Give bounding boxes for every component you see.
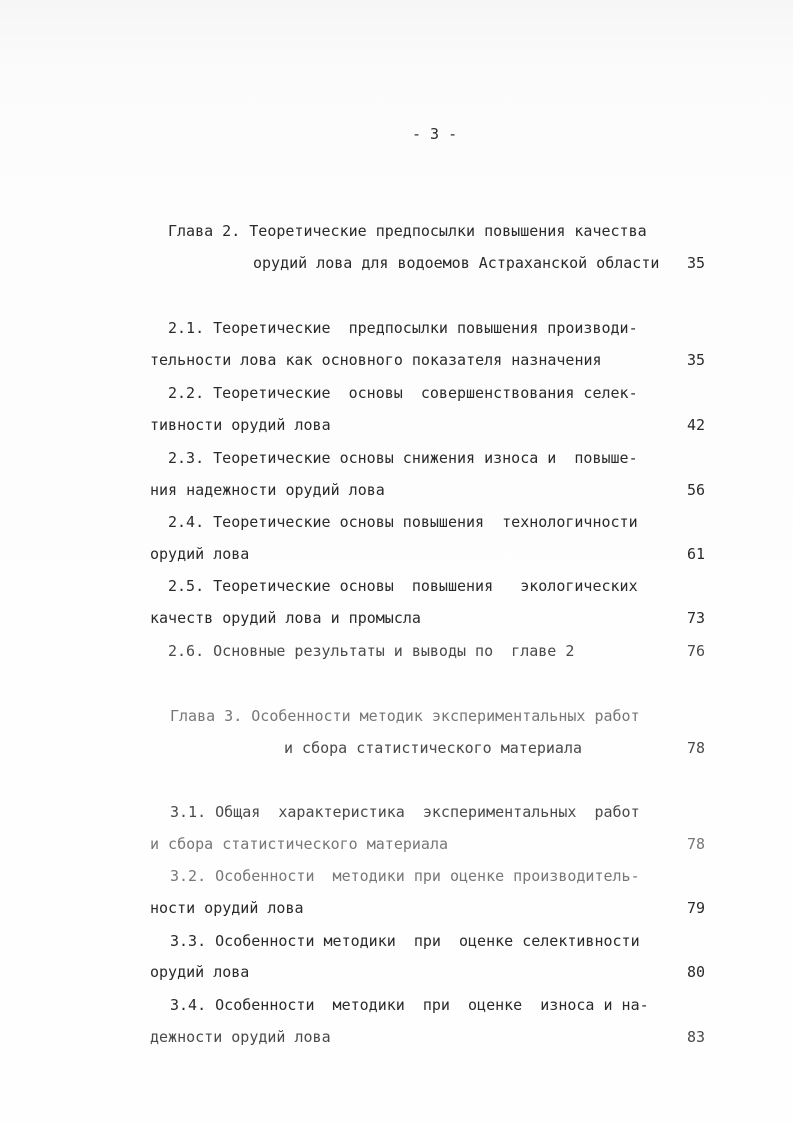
toc-entry-2-6-page: 76	[686, 642, 705, 660]
toc-entry-3-1-line-1: 3.1. Общая характеристика экспериментальных работ	[170, 803, 640, 821]
toc-entry-3-3-page: 80	[686, 963, 705, 981]
chapter-3-page: 78	[686, 739, 705, 757]
toc-entry-2-4-line-1: 2.4. Теоретические основы повышения технологичности	[168, 513, 638, 531]
page-number: - 3 -	[412, 125, 458, 143]
toc-entry-2-5-line-1: 2.5. Теоретические основы повышения экологических	[168, 577, 638, 595]
toc-entry-2-2-page: 42	[686, 416, 705, 434]
toc-entry-2-1-line-2: тельности лова как основного показателя назначения	[150, 351, 602, 369]
chapter-2-title-line-2: орудий лова для водоемов Астраханской области	[253, 254, 660, 272]
toc-entry-3-2-page: 79	[686, 899, 705, 917]
chapter-2-page: 35	[686, 254, 705, 272]
toc-entry-2-5-page: 73	[686, 609, 705, 627]
toc-entry-2-3-line-2: ния надежности орудий лова	[150, 481, 385, 499]
toc-entry-2-2-line-2: тивности орудий лова	[150, 416, 331, 434]
toc-entry-2-3-page: 56	[686, 481, 705, 499]
toc-entry-2-4-line-2: орудий лова	[150, 545, 250, 563]
toc-entry-2-1-line-1: 2.1. Теоретические предпосылки повышения производи-	[168, 319, 638, 337]
toc-entry-2-4-page: 61	[686, 545, 705, 563]
toc-entry-3-4-line-1: 3.4. Особенности методики при оценке износа и на-	[170, 996, 649, 1014]
toc-entry-3-1-page: 78	[686, 835, 705, 853]
toc-entry-2-1-page: 35	[686, 351, 705, 369]
toc-entry-2-6-line-1: 2.6. Основные результаты и выводы по главе 2	[168, 642, 575, 660]
chapter-2-title-line-1: Глава 2. Теоретические предпосылки повышения качества	[168, 222, 647, 240]
chapter-3-title-line-1: Глава 3. Особенности методик экспериментальных работ	[170, 707, 640, 725]
toc-entry-3-3-line-1: 3.3. Особенности методики при оценке селективности	[170, 932, 640, 950]
toc-entry-3-4-line-2: дежности орудий лова	[150, 1028, 331, 1046]
toc-entry-3-4-page: 83	[686, 1028, 705, 1046]
toc-entry-3-2-line-1: 3.2. Особенности методики при оценке производитель-	[170, 867, 640, 885]
toc-entry-2-5-line-2: качеств орудий лова и промысла	[150, 609, 421, 627]
toc-entry-2-3-line-1: 2.3. Теоретические основы снижения износа и повыше-	[168, 449, 638, 467]
chapter-3-title-line-2: и сбора статистического материала	[284, 739, 583, 757]
toc-entry-3-2-line-2: ности орудий лова	[150, 899, 304, 917]
toc-entry-3-1-line-2: и сбора статистического материала	[150, 835, 449, 853]
toc-entry-3-3-line-2: орудий лова	[150, 963, 250, 981]
toc-entry-2-2-line-1: 2.2. Теоретические основы совершенствования селек-	[168, 384, 638, 402]
